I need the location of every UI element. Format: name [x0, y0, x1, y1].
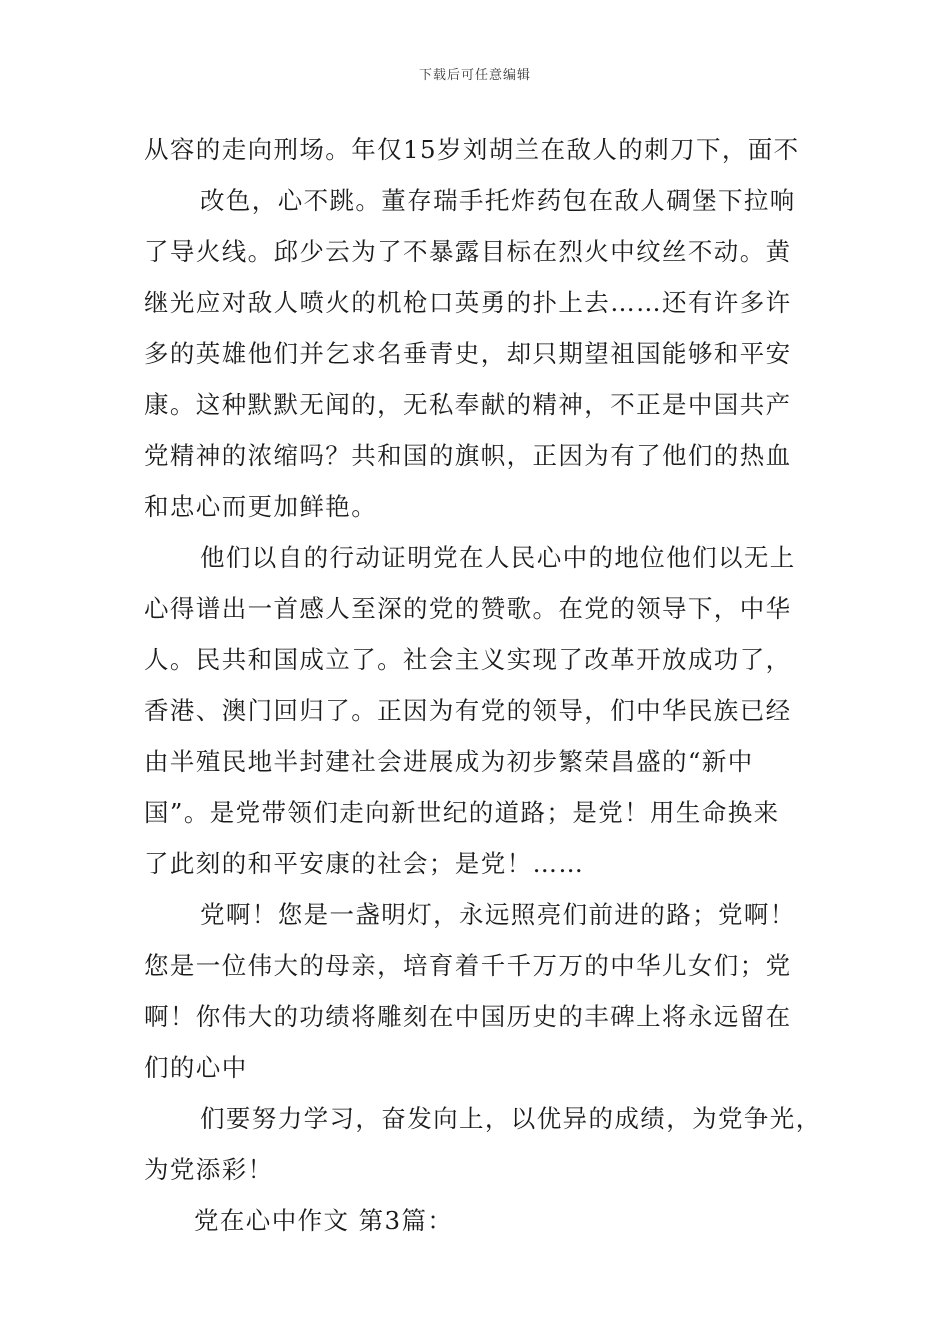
text-line: 们的心中 [144, 1053, 248, 1082]
text-line: 由半殖民地半封建社会进展成为初步繁荣昌盛的“新中 [144, 747, 754, 776]
document-body [144, 124, 822, 1246]
text-line: 啊！你伟大的功绩将雕刻在中国历史的丰碑上将永远留在 [144, 1002, 792, 1031]
text-line: 为党添彩！ [144, 1155, 274, 1184]
text-line: 您是一位伟大的母亲，培育着千千万万的中华儿女们；党 [144, 951, 792, 980]
text-line: 多的英雄他们并乞求名垂青史，却只期望祖国能够和平安 [144, 339, 792, 368]
text-line: 心得谱出一首感人至深的党的赞歌。在党的领导下，中华 [144, 594, 792, 623]
text-line: 党精神的浓缩吗？共和国的旗帜，正因为有了他们的热血 [144, 441, 792, 470]
page-header: 下载后可任意编辑 [418, 68, 531, 83]
text-line: 他们以自的行动证明党在人民心中的地位他们以无上 [200, 543, 796, 572]
text-line: 了此刻的和平安康的社会；是党！…… [144, 849, 585, 878]
text-line: 继光应对敌人喷火的机枪口英勇的扑上去……还有许多许 [144, 288, 792, 317]
text-line: 从容的走向刑场。年仅15岁刘胡兰在敌人的刺刀下，面不 [144, 135, 800, 164]
text-line: 改色，心不跳。董存瑞手托炸药包在敌人碉堡下拉响 [200, 186, 796, 215]
text-line: 们要努力学习，奋发向上，以优异的成绩，为党争光， [200, 1104, 822, 1133]
text-line: 人。民共和国成立了。社会主义实现了改革开放成功了， [144, 645, 792, 674]
text-line: 国”。是党带领们走向新世纪的道路；是党！用生命换来 [144, 798, 780, 827]
text-line: 了导火线。邱少云为了不暴露目标在烈火中纹丝不动。黄 [144, 237, 792, 266]
text-line: 和忠心而更加鲜艳。 [144, 492, 378, 521]
text-line: 香港、澳门回归了。正因为有党的领导，们中华民族已经 [144, 696, 792, 725]
section-heading: 党在心中作文 第3篇： [194, 1206, 454, 1235]
text-line: 党啊！您是一盏明灯，永远照亮们前进的路；党啊！ [200, 900, 796, 929]
text-line: 康。这种默默无闻的，无私奉献的精神，不正是中国共产 [144, 390, 792, 419]
